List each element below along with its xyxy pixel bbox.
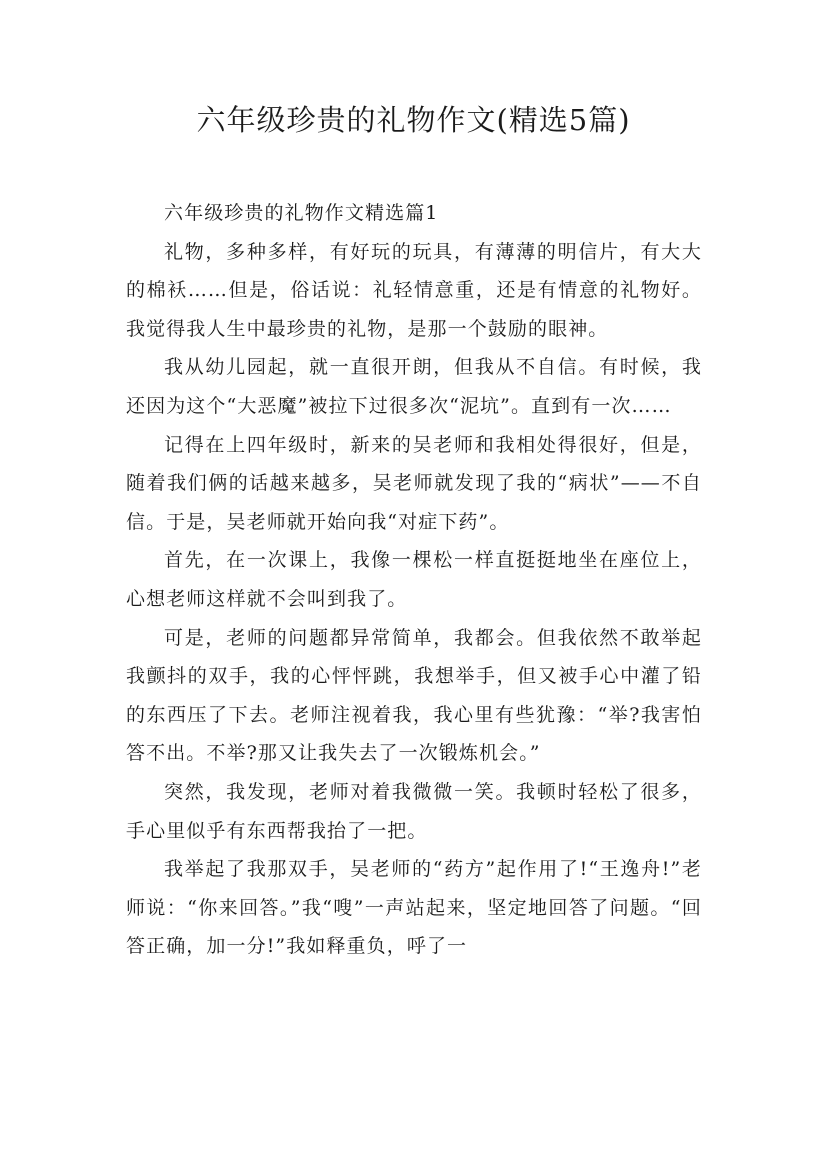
section-heading: 六年级珍贵的礼物作文精选篇1 [164,202,439,224]
paragraph-6: 突然，我发现，老师对着我微微一笑。我顿时轻松了很多，手心里似乎有东西帮我抬了一把。 [126,780,702,842]
paragraph-4: 首先，在一次课上，我像一棵松一样直挺挺地坐在座位上，心想老师这样就不会叫到我了。 [126,549,702,610]
paragraph-1: 礼物，多种多样，有好玩的玩具，有薄薄的明信片，有大大的棉袄……但是，俗话说：礼轻情意重，还是有情意的礼物好。我觉得我人生中最珍贵的礼物，是那一个鼓励的眼神。 [126,240,702,340]
document-title: 六年级珍贵的礼物作文(精选5篇) [196,103,631,137]
paragraph-2: 我从幼儿园起，就一直很开朗，但我从不自信。有时候，我还因为这个“大恶魔”被拉下过很多次“泥坑”。直到有一次…… [126,356,702,417]
paragraph-3: 记得在上四年级时，新来的吴老师和我相处得很好，但是，随着我们俩的话越来越多，吴老师就发现了我的“病状”——不自信。于是，吴老师就开始向我“对症下药”。 [126,433,702,533]
document-body [126,194,702,966]
paragraph-7: 我举起了我那双手，吴老师的“药方”起作用了!“王逸舟!”老师说：“你来回答。”我“嗖”一声站起来，坚定地回答了问题。“回答正确，加一分!”我如释重负，呼了一 [126,858,702,958]
paragraph-5: 可是，老师的问题都异常简单，我都会。但我依然不敢举起我颤抖的双手，我的心怦怦跳，我想举手，但又被手心中灌了铅的东西压了下去。老师注视着我，我心里有些犹豫：“举?我害怕答不出。不举?那又让我失去了一次锻炼机会。” [126,626,702,765]
